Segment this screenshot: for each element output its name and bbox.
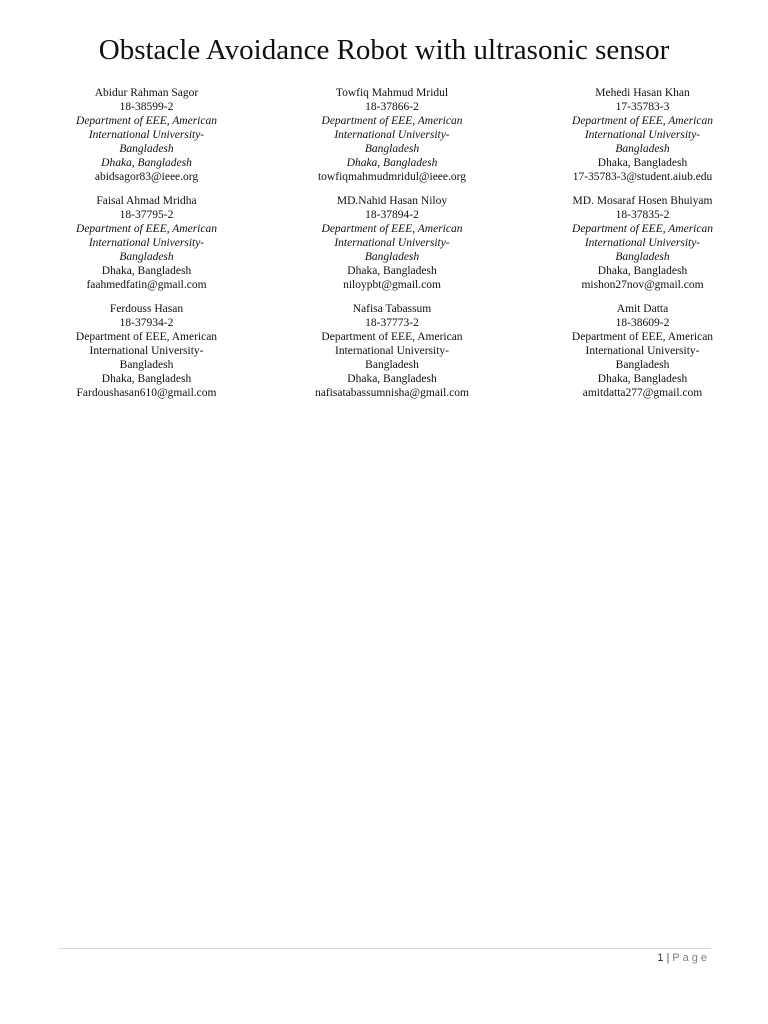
author-id: 18-37835-2 — [615, 209, 670, 221]
author-email: faahmedfatin@gmail.com — [86, 279, 207, 291]
author-email: nafisatabassumnisha@gmail.com — [315, 387, 469, 399]
author-name: Mehedi Hasan Khan — [595, 87, 690, 99]
page-number: 1 — [657, 952, 664, 964]
author-name: Towfiq Mahmud Mridul — [335, 87, 449, 99]
author-block — [49, 86, 745, 400]
author-card — [281, 302, 503, 400]
author-id: 18-37795-2 — [119, 209, 174, 221]
author-department: Department of EEE, American — [75, 331, 218, 343]
author-name: Ferdouss Hasan — [109, 303, 184, 315]
author-id: 18-38609-2 — [615, 317, 670, 329]
author-country: Bangladesh — [364, 251, 420, 263]
author-email: niloypbt@gmail.com — [343, 279, 441, 291]
author-city: Dhaka, Bangladesh — [597, 157, 688, 169]
author-email: Fardoushasan610@gmail.com — [76, 387, 217, 399]
author-id: 17-35783-3 — [615, 101, 670, 113]
author-name: Abidur Rahman Sagor — [94, 87, 199, 99]
author-city: Dhaka, Bangladesh — [347, 373, 437, 385]
author-department: Department of EEE, American — [76, 223, 217, 235]
author-university: International University- — [334, 129, 450, 141]
author-id: 18-37934-2 — [119, 317, 174, 329]
author-university: International University- — [334, 345, 449, 357]
page-footer — [657, 951, 710, 965]
author-university: International University- — [584, 129, 701, 141]
author-country: Bangladesh — [615, 359, 670, 371]
author-card — [540, 86, 745, 184]
author-email: abidsagor83@ieee.org — [94, 171, 199, 183]
author-card — [49, 194, 244, 292]
footer-separator: | — [666, 952, 670, 964]
author-email: amitdatta277@gmail.com — [582, 387, 703, 399]
author-city: Dhaka, Bangladesh — [101, 373, 192, 385]
author-university: International University- — [334, 237, 450, 249]
author-country: Bangladesh — [119, 143, 174, 155]
author-department: Department of EEE, American — [572, 115, 713, 127]
author-card — [49, 86, 244, 184]
author-country: Bangladesh — [119, 251, 174, 263]
author-university: International University- — [88, 237, 205, 249]
author-university: International University- — [89, 345, 204, 357]
author-country: Bangladesh — [119, 359, 174, 371]
author-name: Nafisa Tabassum — [352, 303, 432, 315]
author-department: Department of EEE, American — [571, 331, 714, 343]
author-card — [49, 302, 244, 400]
footer-divider — [59, 948, 711, 949]
author-card — [540, 194, 745, 292]
author-card — [281, 194, 503, 292]
author-name: MD.Nahid Hasan Niloy — [336, 195, 448, 207]
author-department: Department of EEE, American — [572, 223, 713, 235]
author-city: Dhaka, Bangladesh — [347, 265, 437, 277]
author-country: Bangladesh — [364, 143, 420, 155]
author-card — [540, 302, 745, 400]
author-card — [281, 86, 503, 184]
author-id: 18-37773-2 — [365, 317, 419, 329]
page-label: Page — [672, 952, 710, 964]
author-name: Faisal Ahmad Mridha — [96, 195, 197, 207]
author-id: 18-38599-2 — [119, 101, 174, 113]
author-city: Dhaka, Bangladesh — [101, 265, 192, 277]
paper-title: Obstacle Avoidance Robot with ultrasonic sensor — [98, 34, 670, 66]
author-email: mishon27nov@gmail.com — [581, 279, 704, 291]
author-city: Dhaka, Bangladesh — [597, 373, 688, 385]
author-email: towfiqmahmudmridul@ieee.org — [317, 171, 467, 183]
author-id: 18-37894-2 — [365, 209, 419, 221]
author-city: Dhaka, Bangladesh — [101, 157, 192, 169]
author-country: Bangladesh — [615, 143, 670, 155]
author-department: Department of EEE, American — [321, 331, 463, 343]
author-department: Department of EEE, American — [321, 115, 463, 127]
author-country: Bangladesh — [615, 251, 670, 263]
author-name: Amit Datta — [616, 303, 669, 315]
author-university: International University- — [584, 237, 701, 249]
author-university: International University- — [88, 129, 205, 141]
author-email: 17-35783-3@student.aiub.edu — [572, 171, 713, 183]
author-name: MD. Mosaraf Hosen Bhuiyam — [572, 195, 713, 207]
author-country: Bangladesh — [365, 359, 419, 371]
author-id: 18-37866-2 — [365, 101, 419, 113]
author-city: Dhaka, Bangladesh — [346, 157, 438, 169]
author-department: Department of EEE, American — [76, 115, 217, 127]
author-city: Dhaka, Bangladesh — [597, 265, 688, 277]
author-department: Department of EEE, American — [321, 223, 463, 235]
author-university: International University- — [585, 345, 700, 357]
